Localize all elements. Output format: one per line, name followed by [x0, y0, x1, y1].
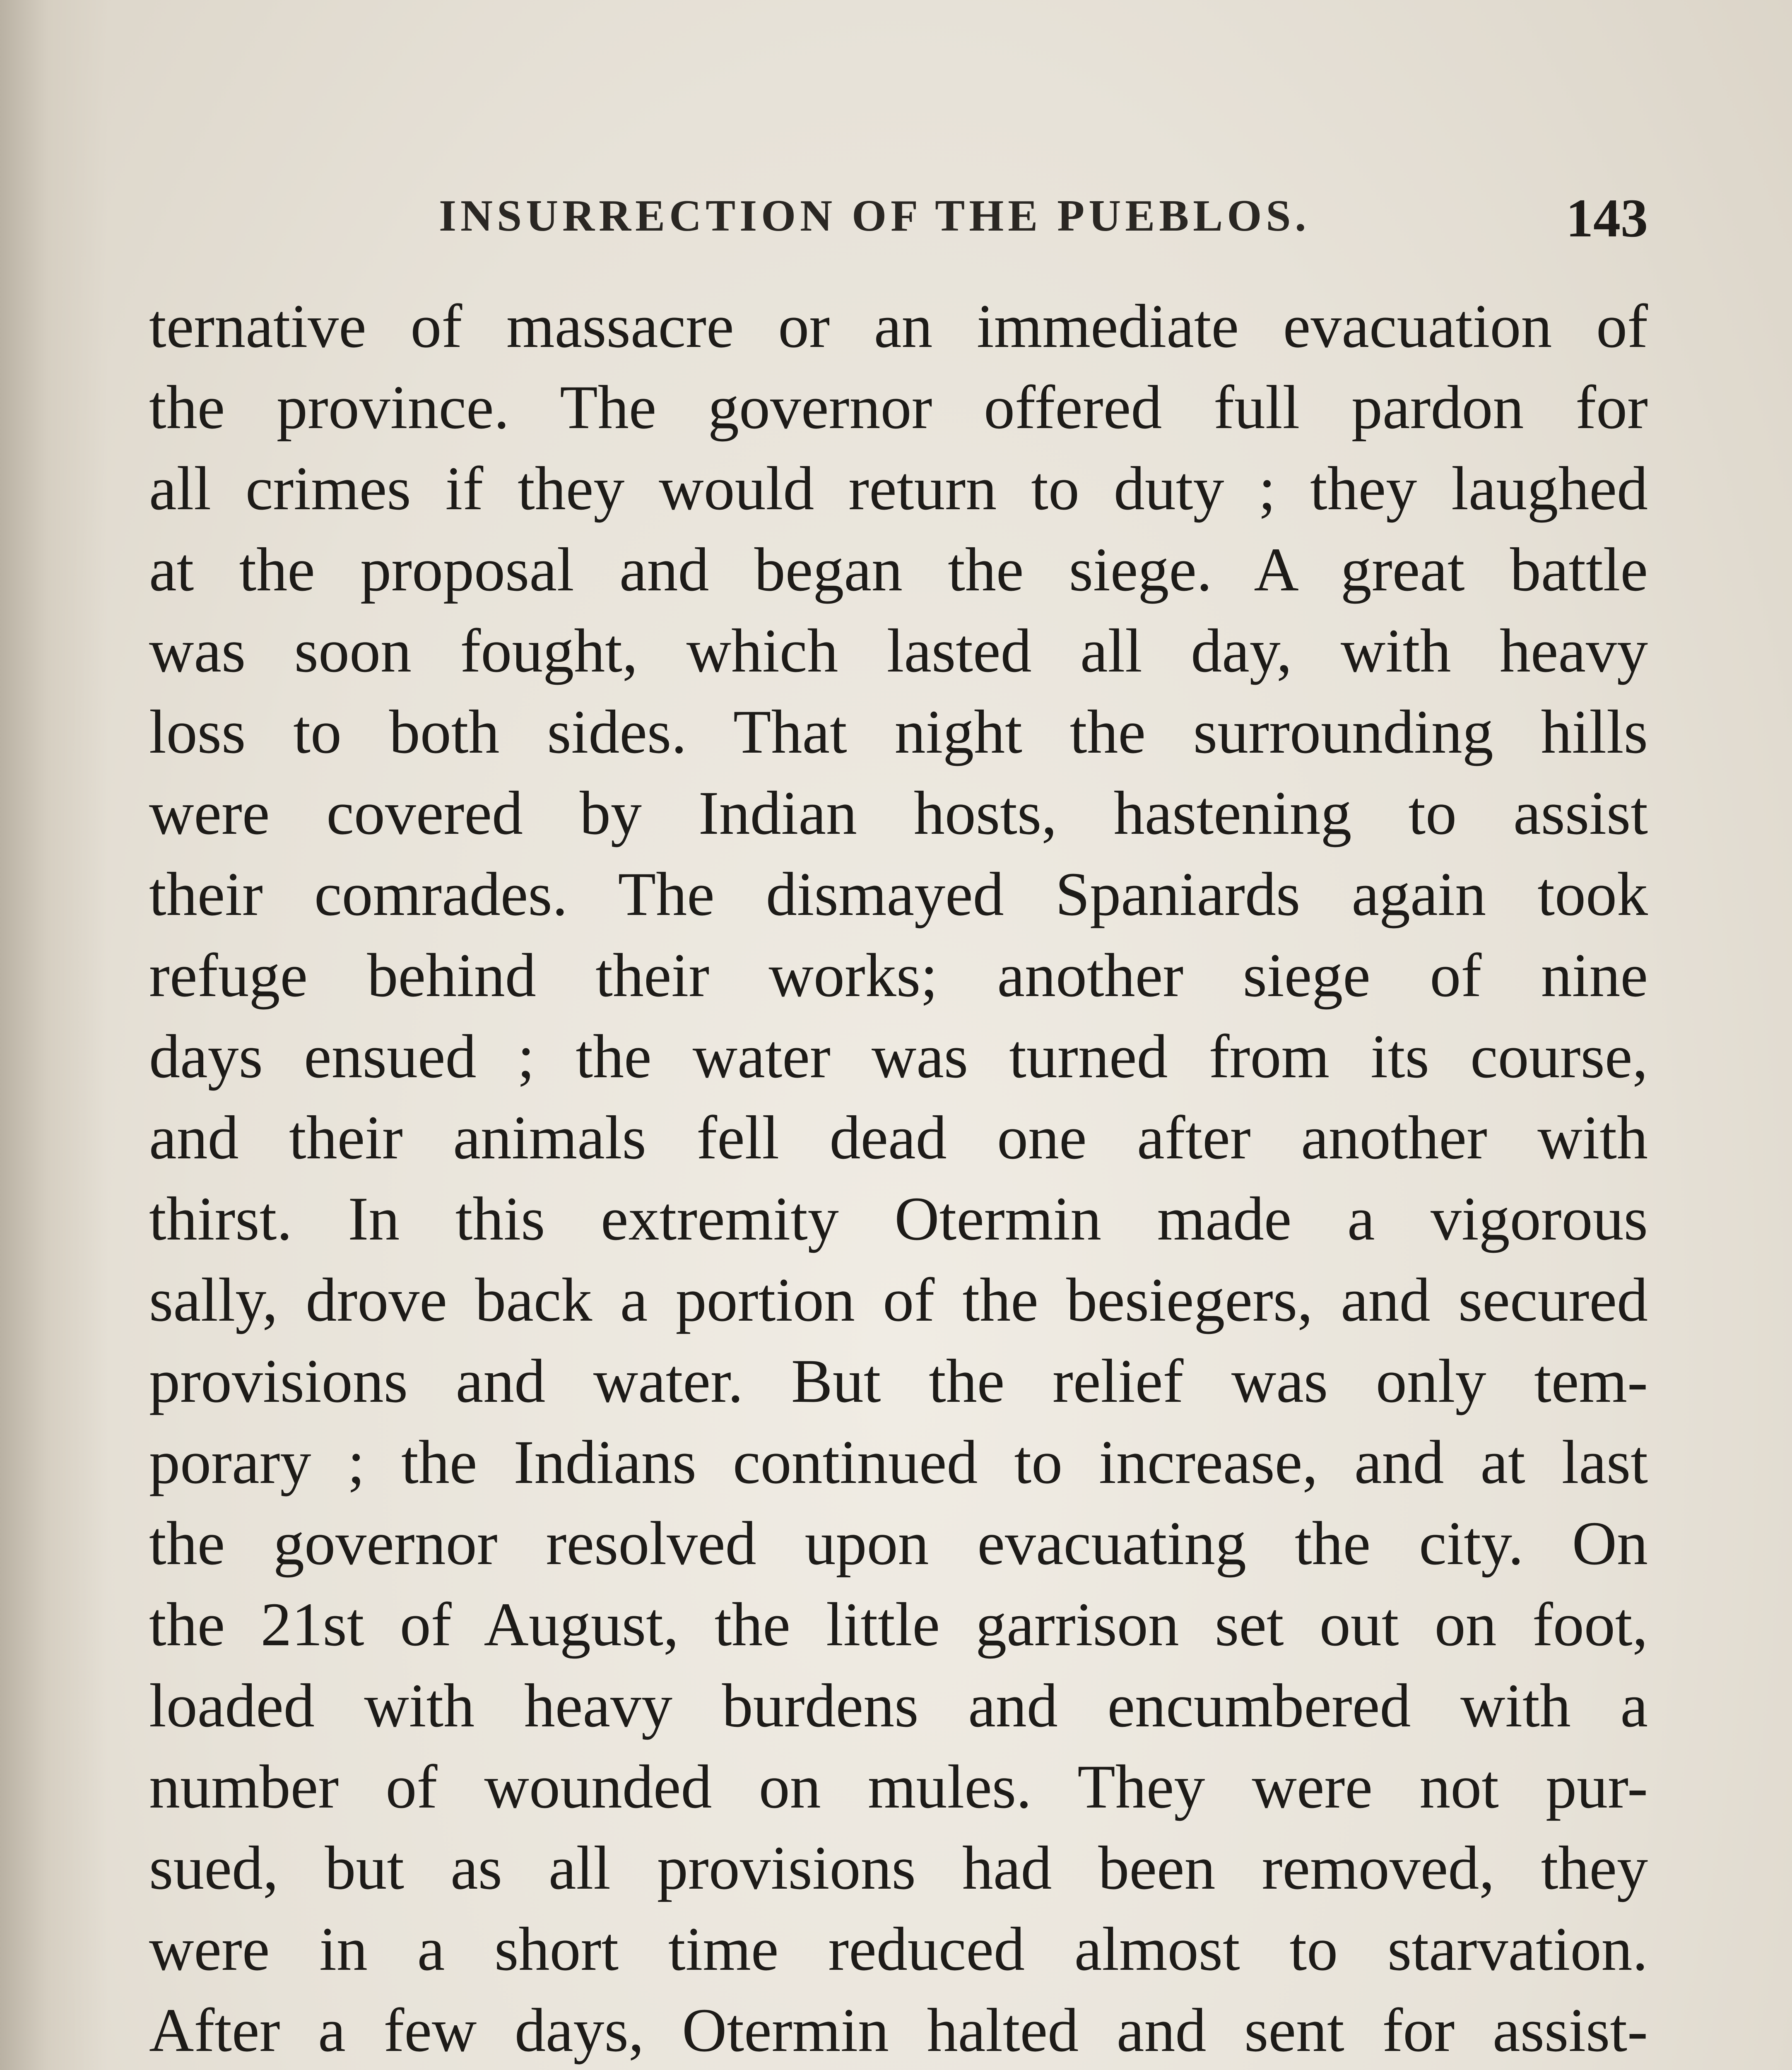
text-line: were in a short time reduced almost to starvation.	[149, 1915, 1648, 1983]
text-line: porary ; the Indians continued to increase, and at last	[149, 1428, 1648, 1497]
page-number: 143	[1566, 188, 1648, 248]
text-line: loss to both sides. That night the surrounding hills	[149, 698, 1648, 766]
text-line: sued, but as all provisions had been removed, they	[149, 1834, 1648, 1902]
text-line: provisions and water. But the relief was only tem-	[149, 1347, 1648, 1415]
text-line: all crimes if they would return to duty ; they laughed	[149, 454, 1648, 523]
text-line: number of wounded on mules. They were not pur-	[149, 1752, 1648, 1821]
text-line: the province. The governor offered full pardon for	[149, 373, 1648, 442]
text-line: was soon fought, which lasted all day, with heavy	[149, 616, 1648, 685]
text-line: ternative of massacre or an immediate evacuation of	[149, 292, 1648, 361]
text-line: the 21st of August, the little garrison set out on foot,	[149, 1590, 1648, 1659]
text-line: at the proposal and began the siege. A great battle	[149, 535, 1648, 604]
text-line: were covered by Indian hosts, hastening to assist	[149, 779, 1648, 847]
text-line: thirst. In this extremity Otermin made a vigorous	[149, 1184, 1648, 1253]
gutter-shadow	[0, 0, 108, 2070]
text-line: sally, drove back a portion of the besiegers, and secured	[149, 1266, 1648, 1334]
text-line: the governor resolved upon evacuating the city. On	[149, 1509, 1648, 1578]
body-text	[149, 286, 1648, 2070]
text-line: days ensued ; the water was turned from its course,	[149, 1022, 1648, 1091]
text-line: After a few days, Otermin halted and sent for assist-	[149, 1996, 1648, 2065]
text-line: their comrades. The dismayed Spaniards again took	[149, 860, 1648, 929]
text-line: loaded with heavy burdens and encumbered with a	[149, 1671, 1648, 1740]
text-line: and their animals fell dead one after another with	[149, 1103, 1648, 1172]
running-head	[149, 182, 1648, 257]
running-title: INSURRECTION OF THE PUEBLOS.	[439, 191, 1310, 241]
text-line: refuge behind their works; another siege of nine	[149, 941, 1648, 1010]
